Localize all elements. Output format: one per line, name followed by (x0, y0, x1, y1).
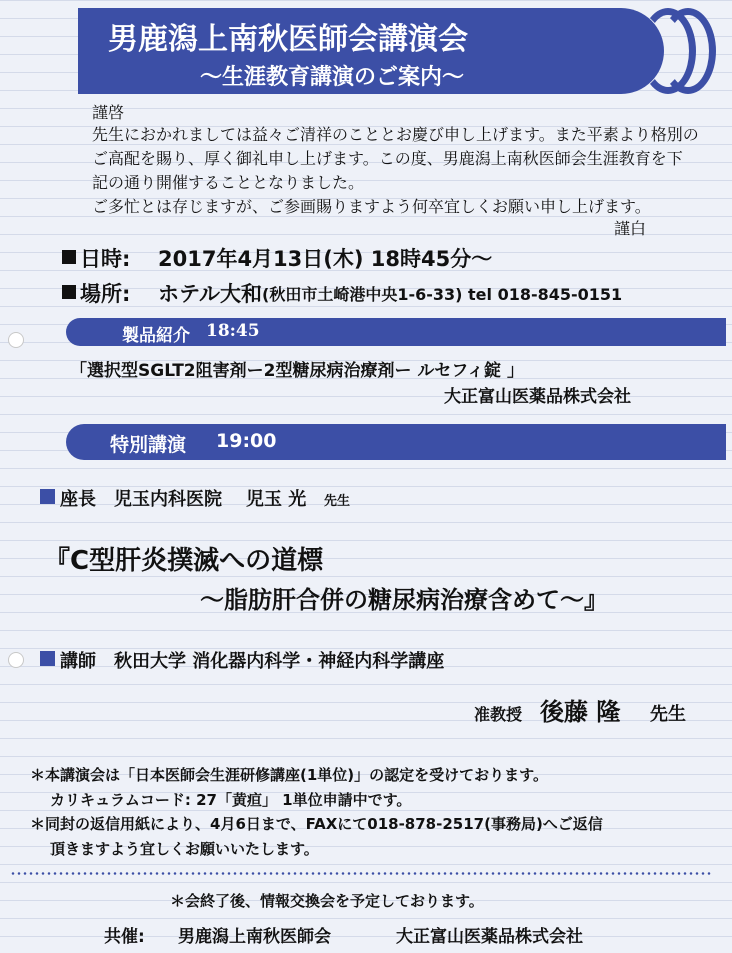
lecture-title-line-2: ～脂肪肝合併の糖尿病治療含めて～』 (200, 586, 608, 614)
lecturer-position: 准教授 (474, 705, 523, 724)
lecture-section-band (66, 424, 726, 460)
product-name: 「選択型SGLT2阻害剤ー2型糖尿病治療剤ー ルセフィ錠 」 (70, 361, 524, 381)
datetime-value: 2017年4月13日(木) 18時45分～ (158, 247, 493, 271)
product-section-time: 18:45 (206, 321, 260, 341)
footer-divider (10, 872, 712, 875)
lecture-section-time: 19:00 (216, 430, 277, 452)
product-section-heading: 製品紹介 (122, 326, 190, 346)
chair-bullet (40, 489, 55, 504)
place-label: 場所: (80, 282, 131, 306)
intro-line-3: 記の通り開催することとなりました。 (92, 173, 365, 192)
datetime-bullet (62, 250, 76, 264)
product-section-band (66, 318, 726, 346)
chair-name: 児玉 光 (246, 489, 307, 510)
lecturer-name: 後藤 隆 (540, 698, 621, 726)
place-name: ホテル大和 (158, 282, 262, 306)
note-3: ＊同封の返信用紙により、4月6日まで、FAXにて018-878-2517(事務局)へご返信 (30, 815, 603, 833)
header-arc-2 (660, 8, 716, 94)
lecture-title-line-1: 『C型肝炎撲滅への道標 (44, 546, 324, 576)
product-company: 大正富山医薬品株式会社 (444, 387, 631, 407)
punch-hole-bottom (8, 652, 24, 668)
intro-line-1: 先生におかれましては益々ご清祥のこととお慶び申し上げます。また平素より格別の (92, 125, 699, 144)
lecturer-honorific: 先生 (650, 704, 686, 725)
cosponsor-2: 大正富山医薬品株式会社 (396, 927, 583, 947)
chair-affiliation: 児玉内科医院 (114, 489, 222, 510)
lecturer-affiliation: 秋田大学 消化器内科学・神経内科学講座 (114, 651, 445, 672)
lecturer-label: 講師 (60, 651, 96, 672)
chair-honorific: 先生 (324, 494, 351, 509)
punch-hole-top (8, 332, 24, 348)
cosponsor-1: 男鹿潟上南秋医師会 (178, 927, 331, 947)
chair-label: 座長 (60, 489, 96, 510)
intro-line-4: ご多忙とは存じますが、ご参画賜りますよう何卒宜しくお願い申し上げます。 (92, 197, 651, 216)
kinpaku: 謹白 (614, 219, 647, 238)
note-4: 頂きますよう宜しくお願いいたします。 (50, 840, 319, 858)
lecture-section-heading: 特別講演 (110, 434, 187, 456)
note-1: ＊本講演会は「日本医師会生涯研修講座(1単位)」の認定を受けております。 (30, 766, 548, 784)
kinkei: 謹啓 (92, 103, 125, 122)
intro-line-2: ご高配を賜り、厚く御礼申し上げます。この度、男鹿潟上南秋医師会生涯教育を下 (92, 149, 683, 168)
party-note: ＊会終了後、情報交換会を予定しております。 (170, 892, 484, 910)
page-subtitle: ～生涯教育講演のご案内～ (200, 65, 465, 90)
lecturer-bullet (40, 651, 55, 666)
note-2: カリキュラムコード: 27「黄疸」 1単位申請中です。 (50, 791, 412, 809)
cosponsor-label: 共催: (104, 927, 145, 947)
place-bullet (62, 285, 76, 299)
datetime-label: 日時: (80, 247, 131, 271)
place-address: (秋田市土崎港中央1-6-33) tel 018-845-0151 (262, 285, 623, 304)
page-title: 男鹿潟上南秋医師会講演会 (108, 22, 468, 57)
